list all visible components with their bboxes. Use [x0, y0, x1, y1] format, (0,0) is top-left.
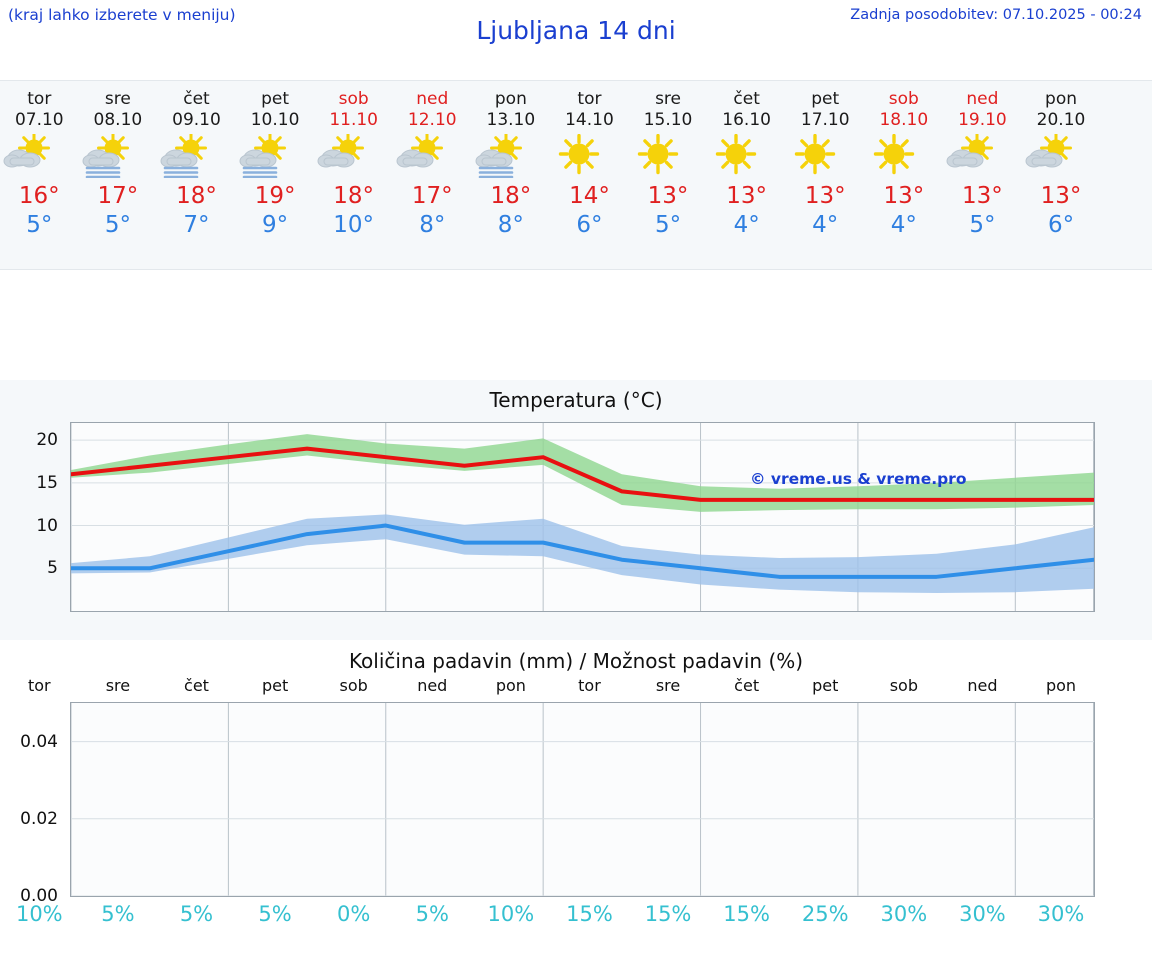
temperature-y-axis-labels: [0, 422, 64, 612]
temperature-y-tick: 5: [47, 558, 58, 579]
day-temp-min: 5°: [104, 212, 131, 238]
precipitation-y-tick: 0.02: [20, 808, 58, 829]
sun-cloud-rain-icon: [79, 134, 158, 180]
day-temp-min: 10°: [333, 212, 375, 238]
temperature-chart-title: Temperatura (°C): [489, 388, 663, 412]
day-temp-min: 4°: [812, 212, 839, 238]
precipitation-day-label: čet: [734, 676, 760, 695]
precipitation-day-label: pet: [261, 676, 289, 695]
day-temp-min: 5°: [654, 212, 682, 238]
day-date: 15.10: [643, 110, 693, 130]
sun-cloud-icon: [393, 134, 472, 180]
day-column[interactable]: [393, 81, 472, 269]
day-temp-max: 16°: [18, 183, 60, 209]
day-temp-min: 4°: [733, 212, 760, 238]
page-header: [0, 0, 1152, 60]
precipitation-probability: 15%: [644, 902, 692, 926]
day-date: 14.10: [565, 110, 614, 130]
day-of-week: čet: [183, 89, 210, 109]
day-of-week: pon: [1045, 89, 1077, 109]
day-date: 16.10: [722, 110, 771, 130]
copyright-text: © vreme.us & vreme.pro: [750, 470, 967, 488]
precipitation-day-label: čet: [184, 676, 209, 695]
day-date: 10.10: [250, 110, 300, 130]
precipitation-day-label: tor: [578, 676, 601, 695]
day-temp-min: 7°: [183, 212, 210, 238]
day-of-week: tor: [577, 89, 602, 109]
day-date: 07.10: [14, 110, 64, 130]
precipitation-probability: 30%: [880, 902, 928, 926]
precipitation-probability: 5%: [179, 902, 214, 926]
day-temp-max: 13°: [804, 183, 846, 209]
day-temp-min: 4°: [890, 212, 917, 238]
day-temp-max: 19°: [254, 183, 296, 209]
temperature-y-tick: 10: [36, 515, 58, 536]
precipitation-day-label: tor: [27, 676, 51, 695]
day-column[interactable]: [865, 81, 944, 269]
day-column[interactable]: [314, 81, 393, 269]
temperature-chart-section: [0, 380, 1152, 640]
day-date: 12.10: [407, 110, 457, 130]
precipitation-y-tick: 0.04: [20, 731, 58, 752]
sun-cloud-icon: [1022, 134, 1101, 180]
day-column[interactable]: [236, 81, 315, 269]
day-column[interactable]: [472, 81, 551, 269]
day-temp-min: 5°: [26, 212, 53, 238]
temperature-y-tick: 20: [36, 430, 58, 451]
precipitation-probability: 5%: [258, 902, 292, 926]
day-temp-max: 13°: [726, 183, 768, 209]
precipitation-probability: 0%: [337, 902, 371, 926]
sun-cloud-icon: [943, 134, 1022, 180]
day-column[interactable]: [1022, 81, 1101, 269]
day-temp-min: 6°: [576, 212, 603, 238]
precipitation-day-labels: [0, 676, 1152, 695]
day-temp-min: 9°: [262, 212, 289, 238]
day-column[interactable]: [707, 81, 786, 269]
day-date: 08.10: [93, 110, 143, 130]
day-temp-max: 13°: [962, 183, 1003, 209]
sun-icon: [629, 134, 708, 180]
day-temp-max: 14°: [569, 183, 610, 209]
day-date: 19.10: [958, 110, 1007, 130]
temperature-plot-area: [70, 422, 1095, 612]
sun-icon: [550, 134, 629, 180]
day-column[interactable]: [786, 81, 865, 269]
precipitation-probability: 15%: [723, 902, 770, 926]
day-of-week: čet: [733, 89, 760, 109]
precipitation-plot-area: [70, 702, 1095, 897]
precipitation-y-axis-labels: [0, 702, 64, 906]
day-of-week: tor: [27, 89, 52, 109]
sun-cloud-icon: [314, 134, 393, 180]
precipitation-probability: 5%: [415, 902, 449, 926]
day-of-week: pet: [811, 89, 840, 109]
precipitation-day-label: sob: [339, 676, 368, 695]
day-column[interactable]: [629, 81, 708, 269]
precipitation-day-label: ned: [417, 676, 448, 695]
precipitation-day-label: sre: [105, 676, 131, 695]
day-temp-min: 5°: [969, 212, 996, 238]
precipitation-probability-row: [0, 902, 1152, 926]
precipitation-day-label: ned: [967, 676, 998, 695]
day-of-week: sob: [888, 89, 919, 109]
precipitation-chart-title: Količina padavin (mm) / Možnost padavin (%): [348, 649, 804, 673]
day-of-week: sre: [655, 89, 682, 109]
day-of-week: pet: [261, 89, 290, 109]
precipitation-day-label: pet: [812, 676, 839, 695]
precipitation-probability: 10%: [487, 902, 535, 926]
daily-forecast-strip: [0, 80, 1152, 270]
day-temp-max: 17°: [411, 183, 453, 209]
temperature-y-tick: 15: [36, 472, 58, 493]
sun-cloud-rain-icon: [472, 134, 551, 180]
sun-icon: [707, 134, 786, 180]
day-of-week: sob: [338, 89, 369, 109]
day-date: 11.10: [329, 110, 378, 130]
day-of-week: ned: [966, 89, 999, 109]
day-temp-max: 18°: [490, 183, 532, 209]
day-of-week: pon: [494, 89, 527, 109]
sun-cloud-icon: [0, 134, 79, 180]
menu-hint-text: (kraj lahko izberete v meniju): [8, 6, 236, 24]
day-column[interactable]: [943, 81, 1022, 269]
day-temp-max: 13°: [647, 183, 689, 209]
precipitation-y-tick: 0.00: [20, 886, 58, 906]
day-temp-max: 18°: [333, 183, 375, 209]
day-column[interactable]: [157, 81, 236, 269]
day-date: 18.10: [879, 110, 929, 130]
day-column[interactable]: [79, 81, 158, 269]
precipitation-probability: 25%: [801, 902, 849, 926]
sun-cloud-rain-icon: [157, 134, 236, 180]
day-date: 20.10: [1036, 110, 1086, 130]
page-title: Ljubljana 14 dni: [476, 16, 676, 45]
day-of-week: sre: [104, 89, 131, 109]
day-temp-max: 17°: [97, 183, 139, 209]
day-column[interactable]: [0, 81, 79, 269]
precipitation-probability: 10%: [15, 902, 63, 926]
day-temp-min: 8°: [419, 212, 446, 238]
precipitation-probability: 30%: [1037, 902, 1085, 926]
day-temp-max: 13°: [883, 183, 925, 209]
precipitation-probability: 15%: [566, 902, 613, 926]
day-column[interactable]: [550, 81, 629, 269]
precipitation-day-label: pon: [495, 676, 526, 695]
day-temp-max: 13°: [1040, 183, 1082, 209]
day-temp-min: 8°: [497, 212, 524, 238]
last-updated-text: Zadnja posodobitev: 07.10.2025 - 00:24: [850, 7, 1142, 23]
day-of-week: ned: [416, 89, 449, 109]
precipitation-day-label: pon: [1045, 676, 1077, 695]
day-date: 13.10: [486, 110, 536, 130]
sun-icon: [865, 134, 944, 180]
precipitation-day-label: sob: [889, 676, 918, 695]
sun-cloud-rain-icon: [236, 134, 315, 180]
day-temp-max: 18°: [176, 183, 217, 209]
day-date: 09.10: [172, 110, 221, 130]
sun-icon: [786, 134, 865, 180]
day-date: 17.10: [800, 110, 850, 130]
precipitation-chart-section: [0, 640, 1152, 975]
precipitation-probability: 5%: [101, 902, 135, 926]
precipitation-day-label: sre: [655, 676, 681, 695]
day-temp-min: 6°: [1047, 212, 1075, 238]
precipitation-probability: 30%: [959, 902, 1006, 926]
